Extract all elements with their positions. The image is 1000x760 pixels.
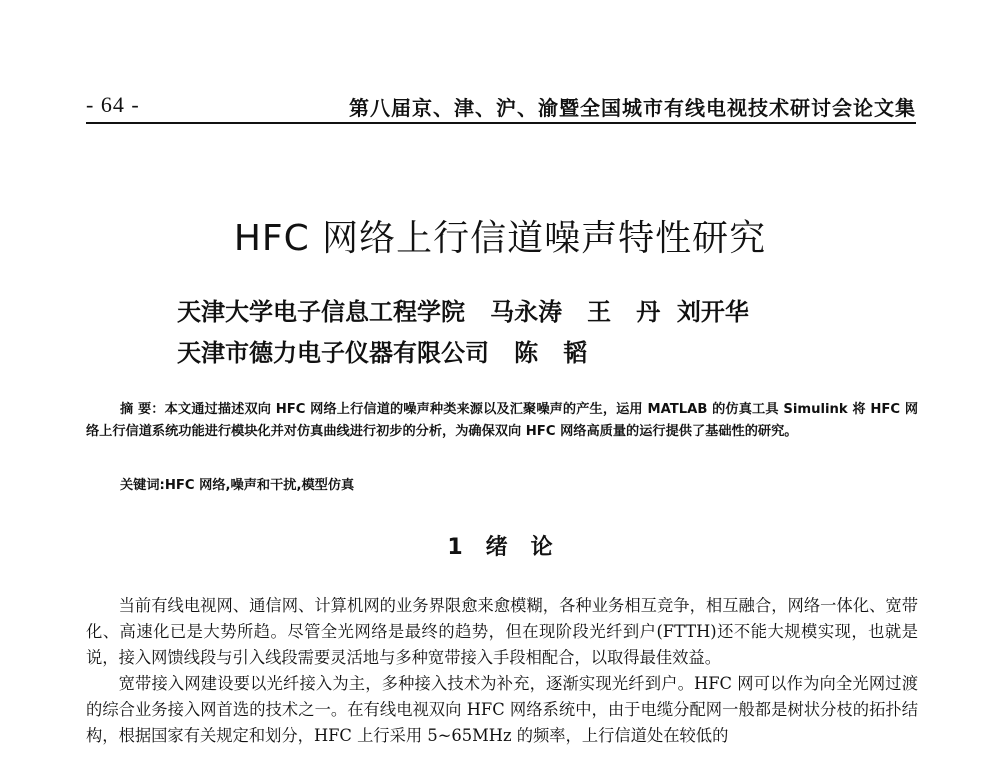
page-header bbox=[86, 90, 916, 124]
section-heading: 1 绪 论 bbox=[447, 535, 553, 560]
abstract bbox=[86, 399, 918, 443]
abstract-label: 摘 要： bbox=[120, 402, 165, 417]
paragraph: 当前有线电视网、通信网、计算机网的业务界限愈来愈模糊，各种业务相互竞争，相互融合，网络一体化、宽带化、高速化已是大势所趋。尽管全光网络是最终的趋势，但在现阶段光纤到户(FTTH)还不能大规模实现，也就是说，接入网馈线段与引入线段需要灵活地与多种宽带接入手段相配合，以取得最佳效益。 bbox=[86, 596, 918, 667]
body-text bbox=[86, 593, 918, 749]
page-number: - 64 - bbox=[86, 92, 140, 117]
journal-title: 第八届京、津、沪、渝暨全国城市有线电视技术研讨会论文集 bbox=[349, 96, 916, 120]
abstract-text: 本文通过描述双向 HFC 网络上行信道的噪声种类来源以及汇聚噪声的产生，运用 MATLAB 的仿真工具 Simulink 将 HFC 网络上行信道系统功能进行模块化并对仿真曲线进行初步的分析，为确保双向 HFC 网络高质量的运行提供了基础性的研究。 bbox=[86, 402, 919, 439]
paragraph: 宽带接入网建设要以光纤接入为主，多种接入技术为补充，逐渐实现光纤到户。HFC 网可以作为向全光网过渡的综合业务接入网首选的技术之一。在有线电视双向 HFC 网络系统中，由于电缆分配网一般都是树状分枝的拓扑结构，根据国家有关规定和划分，HFC 上行采用 5~65MHz 的频率，上行信道处在较低的 bbox=[86, 674, 918, 745]
author-affiliation-1: 天津大学电子信息工程学院 马永涛 王 丹 刘开华 bbox=[177, 297, 749, 326]
author-affiliation-2: 天津市德力电子仪器有限公司 陈 韬 bbox=[177, 338, 588, 367]
keywords: 关键词:HFC 网络,噪声和干扰,模型仿真 bbox=[120, 478, 355, 493]
paper-title: HFC 网络上行信道噪声特性研究 bbox=[233, 218, 767, 259]
